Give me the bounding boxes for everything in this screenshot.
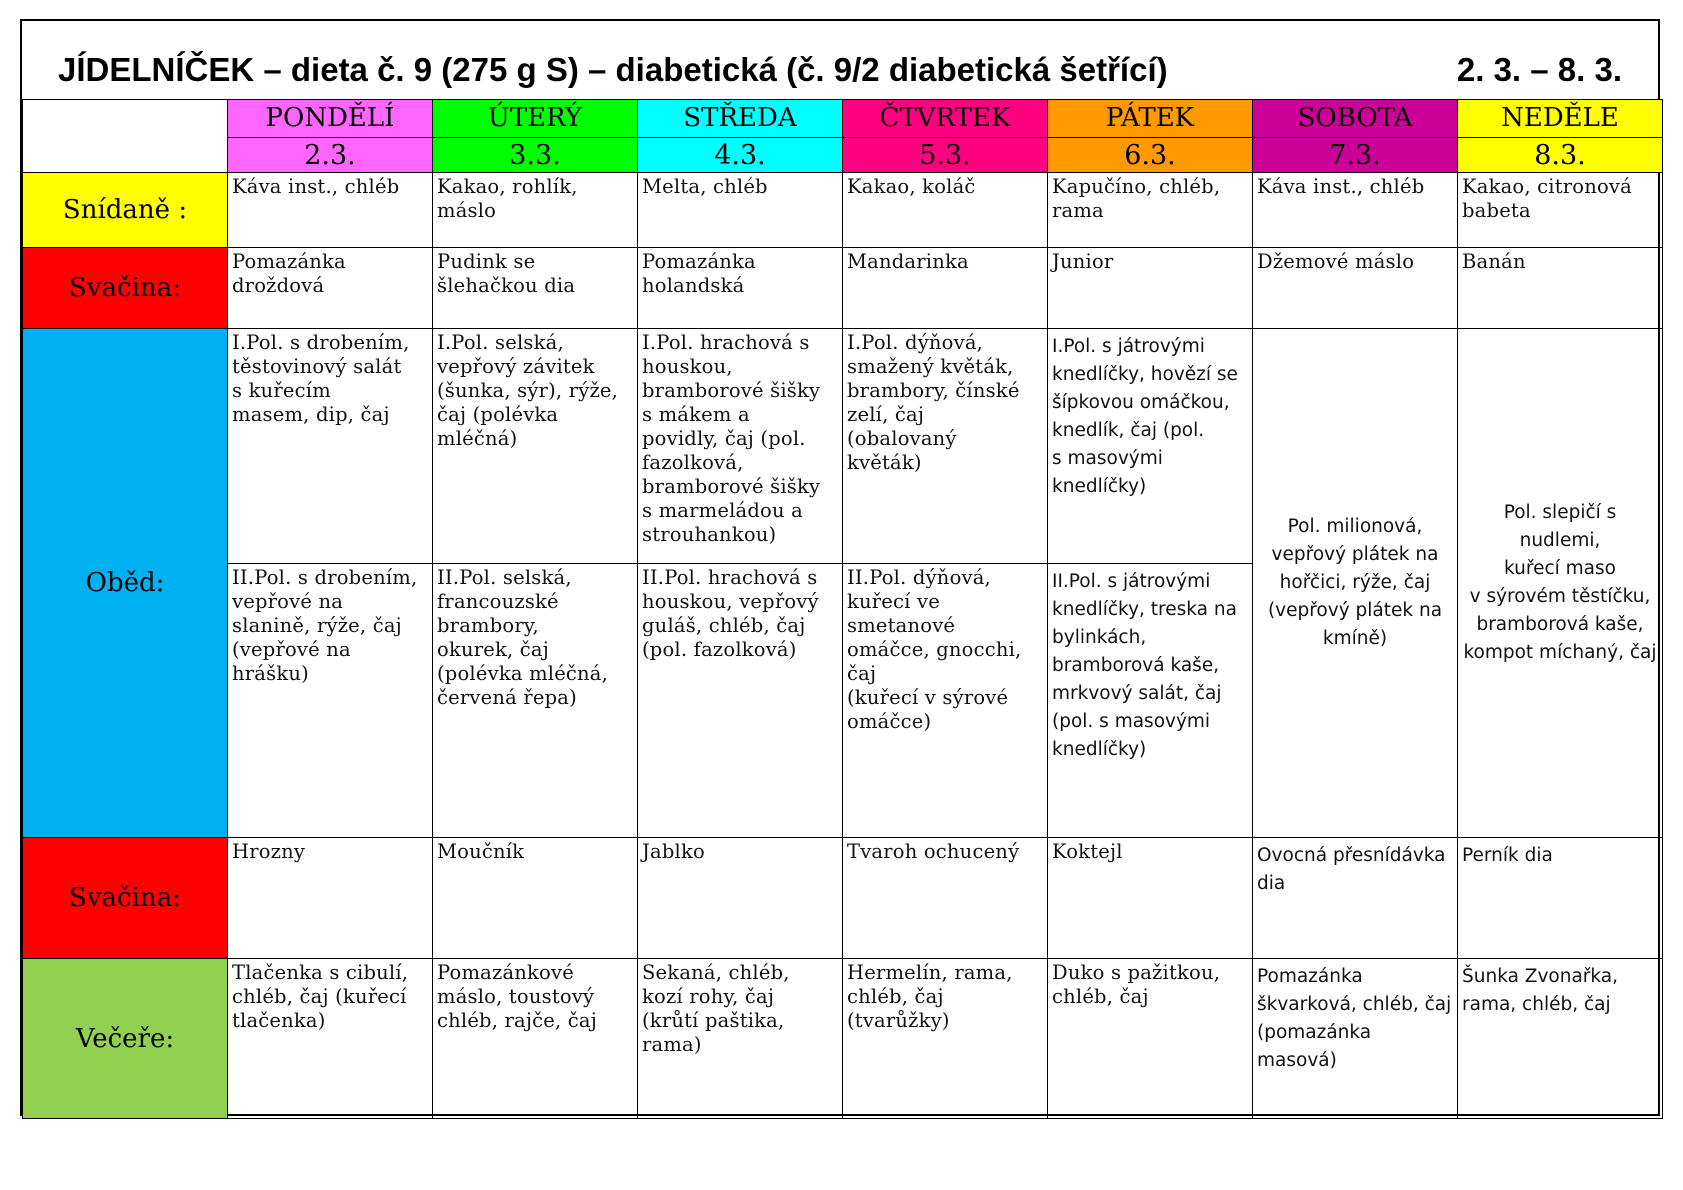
meal-label-vecere: Večeře:: [23, 959, 228, 1119]
day-date-saturday: 7.3.: [1253, 138, 1458, 173]
day-name-sunday: NEDĚLE: [1458, 100, 1663, 138]
day-date-sunday: 8.3.: [1458, 138, 1663, 173]
snidane-thursday: Kakao, koláč: [843, 173, 1048, 248]
obed2-tuesday: II.Pol. selská, francouzské brambory, okurek, čaj (polévka mléčná, červená řepa): [433, 564, 638, 838]
svacina2-thursday: Tvaroh ochucený: [843, 838, 1048, 959]
svacina1-wednesday: Pomazánka holandská: [638, 248, 843, 329]
vecere-monday: Tlačenka s cibulí, chléb, čaj (kuřecí tlačenka): [228, 959, 433, 1119]
day-date-monday: 2.3.: [228, 138, 433, 173]
day-name-wednesday: STŘEDA: [638, 100, 843, 138]
obed-row-1: [23, 329, 1663, 564]
svacina1-monday: Pomazánka droždová: [228, 248, 433, 329]
snidane-wednesday: Melta, chléb: [638, 173, 843, 248]
svacina2-row: [23, 838, 1663, 959]
snidane-tuesday: Kakao, rohlík, máslo: [433, 173, 638, 248]
menu-table: [22, 99, 1663, 1119]
snidane-sunday: Kakao, citronová babeta: [1458, 173, 1663, 248]
day-date-row: [23, 138, 1663, 173]
day-name-thursday: ČTVRTEK: [843, 100, 1048, 138]
svacina2-tuesday: Moučník: [433, 838, 638, 959]
obed-saturday: Pol. milionová, vepřový plátek na hořčici, rýže, čaj (vepřový plátek na kmíně): [1253, 329, 1458, 838]
obed2-friday: II.Pol. s játrovými knedlíčky, treska na bylinkách, bramborová kaše, mrkvový salát, čaj (pol. s masovými knedlíčky): [1048, 564, 1253, 838]
svacina2-saturday: Ovocná přesnídávka dia: [1253, 838, 1458, 959]
title-dates: 2. 3. – 8. 3.: [1456, 51, 1622, 88]
vecere-row: [23, 959, 1663, 1119]
svacina2-monday: Hrozny: [228, 838, 433, 959]
vecere-sunday: Šunka Zvonařka, rama, chléb, čaj: [1458, 959, 1663, 1119]
svacina1-tuesday: Pudink se šlehačkou dia: [433, 248, 638, 329]
obed1-tuesday: I.Pol. selská, vepřový závitek (šunka, sýr), rýže, čaj (polévka mléčná): [433, 329, 638, 564]
obed1-wednesday: I.Pol. hrachová s houskou, bramborové šišky s mákem a povidly, čaj (pol. fazolková, bramborové šišky s marmeládou a strouhankou): [638, 329, 843, 564]
vecere-thursday: Hermelín, rama, chléb, čaj (tvarůžky): [843, 959, 1048, 1119]
obed1-monday: I.Pol. s drobením, těstovinový salát s kuřecím masem, dip, čaj: [228, 329, 433, 564]
svacina1-friday: Junior: [1048, 248, 1253, 329]
svacina2-friday: Koktejl: [1048, 838, 1253, 959]
svacina2-sunday: Perník dia: [1458, 838, 1663, 959]
day-date-thursday: 5.3.: [843, 138, 1048, 173]
meal-label-svacina2: Svačina:: [23, 838, 228, 959]
meal-label-svacina1: Svačina:: [23, 248, 228, 329]
vecere-wednesday: Sekaná, chléb, kozí rohy, čaj (krůtí paštika, rama): [638, 959, 843, 1119]
vecere-tuesday: Pomazánkové máslo, toustový chléb, rajče, čaj: [433, 959, 638, 1119]
page-title: [22, 21, 1658, 100]
obed1-thursday: I.Pol. dýňová, smažený květák, brambory, čínské zelí, čaj (obalovaný květák): [843, 329, 1048, 564]
snidane-friday: Kapučíno, chléb, rama: [1048, 173, 1253, 248]
day-name-monday: PONDĚLÍ: [228, 100, 433, 138]
obed1-friday: I.Pol. s játrovými knedlíčky, hovězí se šípkovou omáčkou, knedlík, čaj (pol. s masovými knedlíčky): [1048, 329, 1253, 564]
vecere-friday: Duko s pažitkou, chléb, čaj: [1048, 959, 1253, 1119]
snidane-monday: Káva inst., chléb: [228, 173, 433, 248]
day-name-friday: PÁTEK: [1048, 100, 1253, 138]
meal-label-obed: Oběd:: [23, 329, 228, 838]
day-name-saturday: SOBOTA: [1253, 100, 1458, 138]
day-name-tuesday: ÚTERÝ: [433, 100, 638, 138]
menu-sheet: [20, 19, 1660, 1116]
svacina1-sunday: Banán: [1458, 248, 1663, 329]
obed2-thursday: II.Pol. dýňová, kuřecí ve smetanové omáčce, gnocchi, čaj (kuřecí v sýrové omáčce): [843, 564, 1048, 838]
meal-label-snidane: Snídaně :: [23, 173, 228, 248]
svacina1-saturday: Džemové máslo: [1253, 248, 1458, 329]
svacina1-thursday: Mandarinka: [843, 248, 1048, 329]
svacina1-row: [23, 248, 1663, 329]
snidane-row: [23, 173, 1663, 248]
day-date-tuesday: 3.3.: [433, 138, 638, 173]
vecere-saturday: Pomazánka škvarková, chléb, čaj (pomazánka masová): [1253, 959, 1458, 1119]
obed-sunday: Pol. slepičí s nudlemi, kuřecí maso v sýrovém těstíčku, bramborová kaše, kompot míchaný, čaj: [1458, 329, 1663, 838]
obed2-monday: II.Pol. s drobením, vepřové na slanině, rýže, čaj (vepřové na hrášku): [228, 564, 433, 838]
svacina2-wednesday: Jablko: [638, 838, 843, 959]
title-main: JÍDELNÍČEK – dieta č. 9 (275 g S) – diabetická (č. 9/2 diabetická šetřící): [58, 51, 1168, 88]
corner-cell: [23, 100, 228, 173]
snidane-saturday: Káva inst., chléb: [1253, 173, 1458, 248]
day-date-friday: 6.3.: [1048, 138, 1253, 173]
obed2-wednesday: II.Pol. hrachová s houskou, vepřový guláš, chléb, čaj (pol. fazolková): [638, 564, 843, 838]
day-name-row: [23, 100, 1663, 138]
day-date-wednesday: 4.3.: [638, 138, 843, 173]
